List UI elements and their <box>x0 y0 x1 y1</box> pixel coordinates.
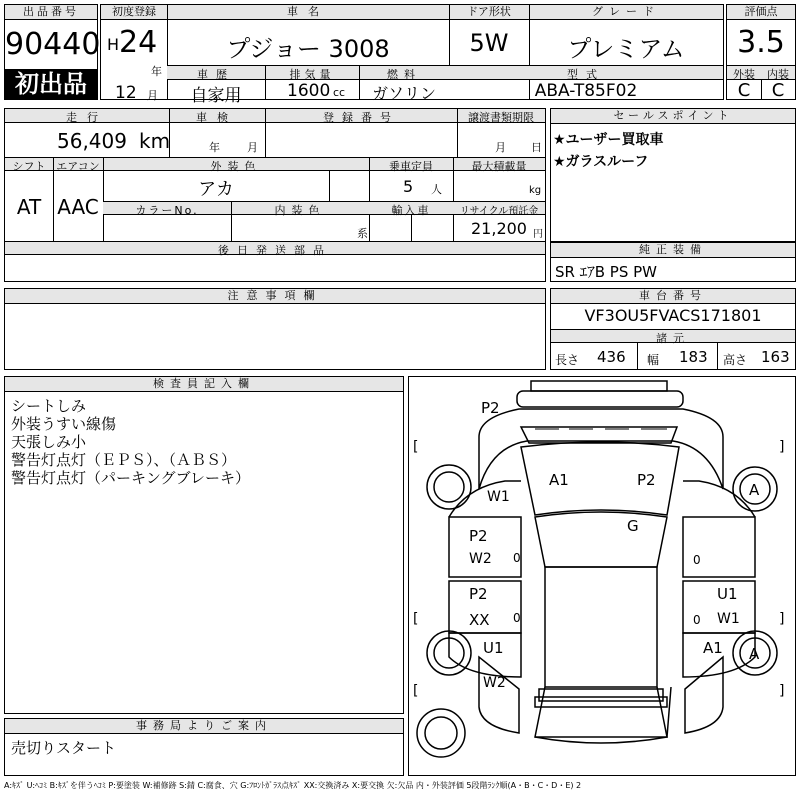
fuel: ガソリン <box>371 84 436 103</box>
lot-number: 90440 <box>5 27 101 62</box>
int-color-label: 内装色 <box>274 204 326 217</box>
era: H <box>107 35 120 54</box>
dmg-zero-1: 0 <box>513 551 521 565</box>
length-value: 436 <box>597 348 626 366</box>
interior-label: 内装 <box>767 68 789 81</box>
grade: プレミアム <box>567 35 685 63</box>
selling-points-label: セールスポイント <box>551 109 795 124</box>
svg-text:]: ] <box>779 683 785 699</box>
color-label: 外装色 <box>210 160 262 173</box>
dmg-a-front-right: A <box>749 481 760 499</box>
height-value: 163 <box>761 348 790 366</box>
spec-label: 諸元 <box>656 332 690 345</box>
inspector-line-2: 外装うすい線傷 <box>11 415 117 433</box>
year-unit: 年 <box>151 65 162 78</box>
svg-text:]: ] <box>779 611 785 627</box>
capacity-unit: 人 <box>431 183 442 196</box>
import-label: 輸入車 <box>391 204 431 217</box>
capacity: 5 <box>403 177 414 196</box>
shift: AT <box>16 195 42 219</box>
dmg-p2-hood: P2 <box>637 471 656 489</box>
capacity-label: 乗車定員 <box>389 160 433 173</box>
dmg-a1-rear-right: A1 <box>703 639 723 657</box>
load-unit: kg <box>529 185 542 196</box>
mileage: 56,409 <box>57 129 127 153</box>
deadline-label: 譲渡書類期限 <box>468 111 534 124</box>
door-type: 5W <box>469 29 509 57</box>
interior-grade: C <box>771 80 785 101</box>
inspector-line-3: 天張しみ小 <box>11 433 87 451</box>
dmg-zero-2: 0 <box>513 611 521 625</box>
inspection-label: 車検 <box>196 111 238 124</box>
shift-label: シフト <box>12 160 46 173</box>
svg-text:]: ] <box>779 439 785 455</box>
dl-day-unit: 日 <box>531 141 542 154</box>
inspector-label: 検査員記入欄 <box>5 377 403 392</box>
mileage-unit: km <box>139 129 171 153</box>
dl-month-unit: 月 <box>495 141 506 154</box>
dmg-w1-left: W1 <box>487 489 510 505</box>
dmg-g-glass: G <box>627 517 639 535</box>
dmg-p2-front-door: P2 <box>469 527 488 545</box>
reg-year-label: 初度登録 <box>101 5 167 20</box>
fuel-label: 燃料 <box>387 68 421 81</box>
displacement: 1600 <box>287 81 331 101</box>
reg-year: 24 <box>119 25 158 60</box>
inspector-line-4: 警告灯点灯（ＥＰＳ）、（ＡＢＳ） <box>11 451 237 469</box>
equipment-box <box>550 242 796 282</box>
car-outline-diagram <box>409 377 795 775</box>
selling-points-box <box>550 108 796 242</box>
color-no-label: カラーNo. <box>135 204 199 217</box>
dmg-a1-hood: A1 <box>549 471 569 489</box>
int-color-suffix: 系 <box>357 227 368 240</box>
recycle-unit: 円 <box>533 229 543 240</box>
exterior-label: 外装 <box>733 68 755 81</box>
dmg-u1-left: U1 <box>483 639 504 657</box>
history: 自家用 <box>190 86 242 106</box>
dmg-p2-top: P2 <box>481 399 500 417</box>
insp-month-unit: 月 <box>247 141 258 154</box>
later-parts-label: 後日発送部品 <box>218 244 332 257</box>
office-box <box>4 718 404 776</box>
inspector-line-5: 警告灯点灯（パーキングブレーキ） <box>11 469 250 487</box>
width-value: 183 <box>679 348 708 366</box>
vehicle-header-box <box>100 4 724 106</box>
dmg-p2-rear-door: P2 <box>469 585 488 603</box>
exterior-color: アカ <box>198 179 234 200</box>
chassis-label: 車台番号 <box>551 289 795 304</box>
office-label: 事務局よりご案内 <box>5 719 403 734</box>
dmg-w2-rear: W2 <box>483 675 506 691</box>
exterior-grade: C <box>737 80 751 101</box>
grade-label: グレード <box>529 5 723 20</box>
first-listing-text: 初出品 <box>15 70 87 98</box>
dmg-w2-front-door: W2 <box>469 551 492 567</box>
selling-point-1: ★ユーザー買取車 <box>553 132 664 148</box>
equipment-value: SR ｴｱB PS PW <box>555 263 657 281</box>
chassis-number: VF3OU5FVACS171801 <box>584 306 762 325</box>
svg-text:[: [ <box>413 611 419 627</box>
lot-number-label: 出品番号 <box>5 5 97 20</box>
width-label: 幅 <box>647 353 660 367</box>
score-box <box>726 4 796 100</box>
door-label: ドア形状 <box>449 5 529 20</box>
office-text: 売切りスタート <box>11 739 117 757</box>
load-label: 最大積載量 <box>471 160 527 173</box>
mileage-label: 走行 <box>66 111 108 124</box>
car-diagram-box <box>408 376 796 776</box>
caution-box <box>4 288 546 370</box>
height-label: 高さ <box>723 353 748 367</box>
reg-no-label: 登録番号 <box>323 111 399 124</box>
chassis-box <box>550 288 796 370</box>
dmg-u1-right: U1 <box>717 585 738 603</box>
inspector-box <box>4 376 404 714</box>
model-label: 型式 <box>567 68 605 81</box>
length-label: 長さ <box>555 353 580 367</box>
inspector-line-1: シートしみ <box>11 397 87 415</box>
car-name-label: 車名 <box>167 5 449 20</box>
first-listing-badge <box>5 69 97 99</box>
caution-label: 注意事項欄 <box>5 289 545 304</box>
dmg-zero-3: 0 <box>693 553 701 567</box>
score-label: 評価点 <box>727 5 795 20</box>
recycle-amount: 21,200 <box>471 219 527 238</box>
car-name: プジョー 3008 <box>226 35 390 63</box>
aircon: AAC <box>57 195 99 219</box>
recycle-label: リサイクル預託金 <box>459 206 539 217</box>
svg-text:[: [ <box>413 683 419 699</box>
dmg-a-rear-right: A <box>749 645 760 663</box>
displacement-unit: cc <box>333 86 346 99</box>
svg-text:[: [ <box>413 439 419 455</box>
legend-footer: A:ｷｽﾞ U:ﾍｺﾐ B:ｷｽﾞを伴うﾍｺﾐ P:要塗装 W:補修跡 S:錆 C:腐食、穴 G:ﾌﾛﾝﾄｶﾞﾗｽ点ｷｽﾞ XX:交換済み X:要交換 欠:欠品 内・外装評価 5段階ﾗﾝｸ順(A・B・C・D・E) 2 <box>4 781 582 790</box>
score: 3.5 <box>737 25 785 60</box>
equipment-label: 純正装備 <box>551 243 795 258</box>
aircon-label: エアコン <box>56 160 100 173</box>
dmg-xx-rear-door: XX <box>469 611 490 629</box>
dmg-w1-right: W1 <box>717 611 740 627</box>
history-label: 車歴 <box>197 68 235 81</box>
month-unit: 月 <box>147 89 158 102</box>
dmg-zero-4: 0 <box>693 613 701 627</box>
reg-month: 12 <box>115 83 137 103</box>
model: ABA-T85F02 <box>534 81 638 101</box>
insp-year-unit: 年 <box>209 141 220 154</box>
lot-number-box <box>4 4 101 100</box>
vehicle-info-box <box>4 108 546 282</box>
displacement-label: 排気量 <box>289 68 335 81</box>
selling-point-2: ★ガラスルーフ <box>553 154 649 170</box>
